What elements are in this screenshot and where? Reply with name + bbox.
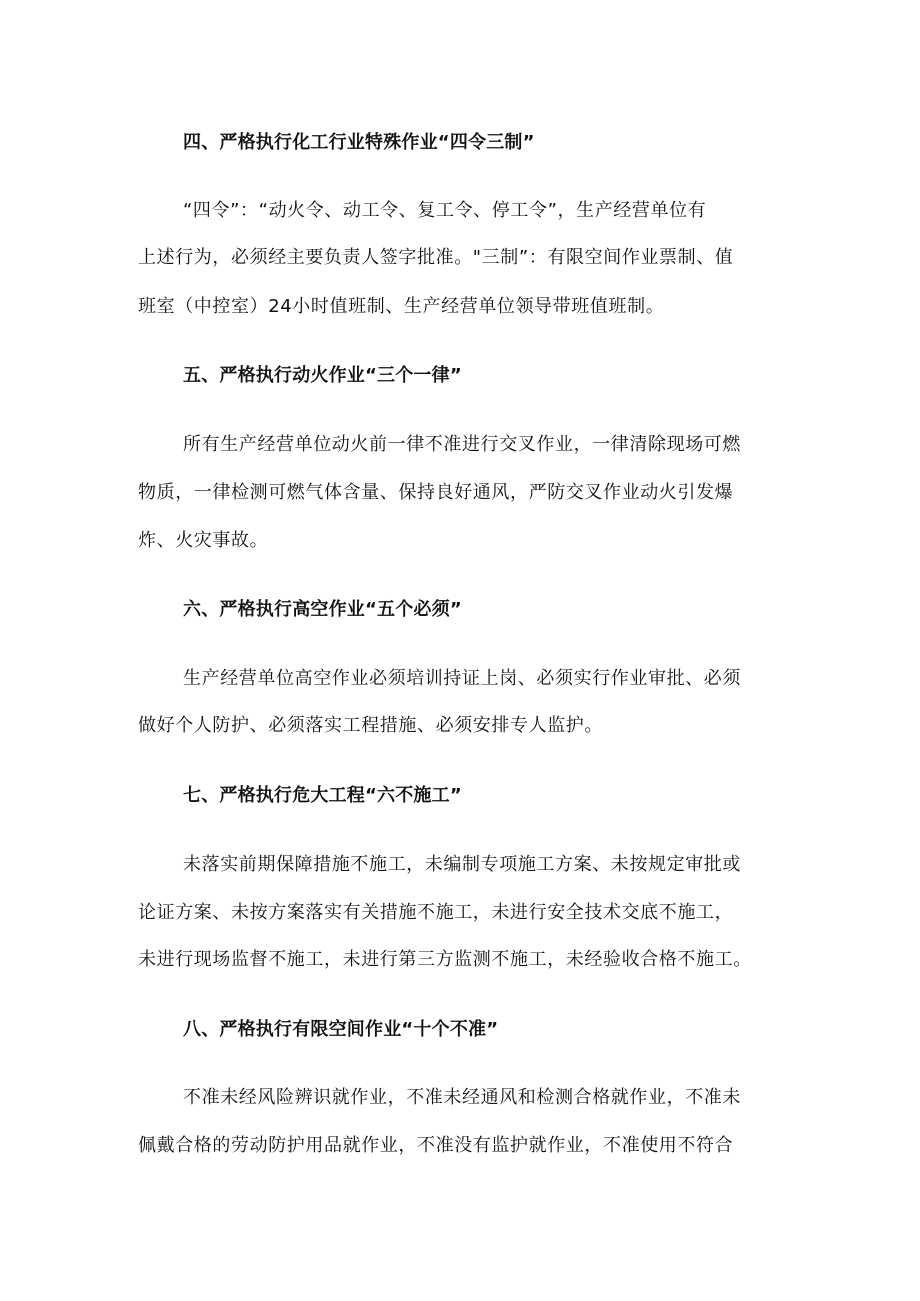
section-heading-4: 四、严格执行化工行业特殊作业“四令三制” (183, 132, 535, 153)
paragraph-line: 论证方案、未按方案落实有关措施不施工，未进行安全技术交底不施工， (138, 902, 734, 923)
section-heading-6: 六、严格执行高空作业“五个必须” (183, 599, 462, 620)
section-heading-7: 七、严格执行危大工程“六不施工” (183, 785, 462, 806)
section-heading-5: 五、严格执行动火作业“三个一律” (183, 365, 462, 386)
paragraph-line: 所有生产经营单位动火前一律不准进行交叉作业，一律清除现场可燃 (183, 434, 741, 455)
paragraph-line: 炸、火灾事故。 (138, 530, 269, 551)
paragraph-line: 不准未经风险辨识就作业，不准未经通风和检测合格就作业，不准未 (183, 1087, 741, 1108)
paragraph-line: 未落实前期保障措施不施工，未编制专项施工方案、未按规定审批或 (183, 854, 741, 875)
paragraph-line: 做好个人防护、必须落实工程措施、必须安排专人监护。 (138, 715, 603, 736)
paragraph-line: 上述行为，必须经主要负责人签字批准。"三制”：有限空间作业票制、值 (138, 247, 734, 268)
paragraph-line: 未进行现场监督不施工，未进行第三方监测不施工，未经验收合格不施工。 (138, 949, 752, 970)
paragraph-line: 物质，一律检测可燃气体含量、保持良好通风，严防交叉作业动火引发爆 (138, 482, 734, 503)
paragraph-line: “四令”：“动火令、动工令、复工令、停工令”，生产经营单位有 (183, 200, 707, 221)
paragraph-line: 班室（中控室）24小时值班制、生产经营单位领导带班值班制。 (138, 296, 665, 317)
paragraph-line: 佩戴合格的劳动防护用品就作业，不准没有监护就作业，不准使用不符合 (138, 1135, 734, 1156)
paragraph-line: 生产经营单位高空作业必须培训持证上岗、必须实行作业审批、必须 (183, 668, 741, 689)
section-heading-8: 八、严格执行有限空间作业“十个不准” (183, 1019, 499, 1040)
